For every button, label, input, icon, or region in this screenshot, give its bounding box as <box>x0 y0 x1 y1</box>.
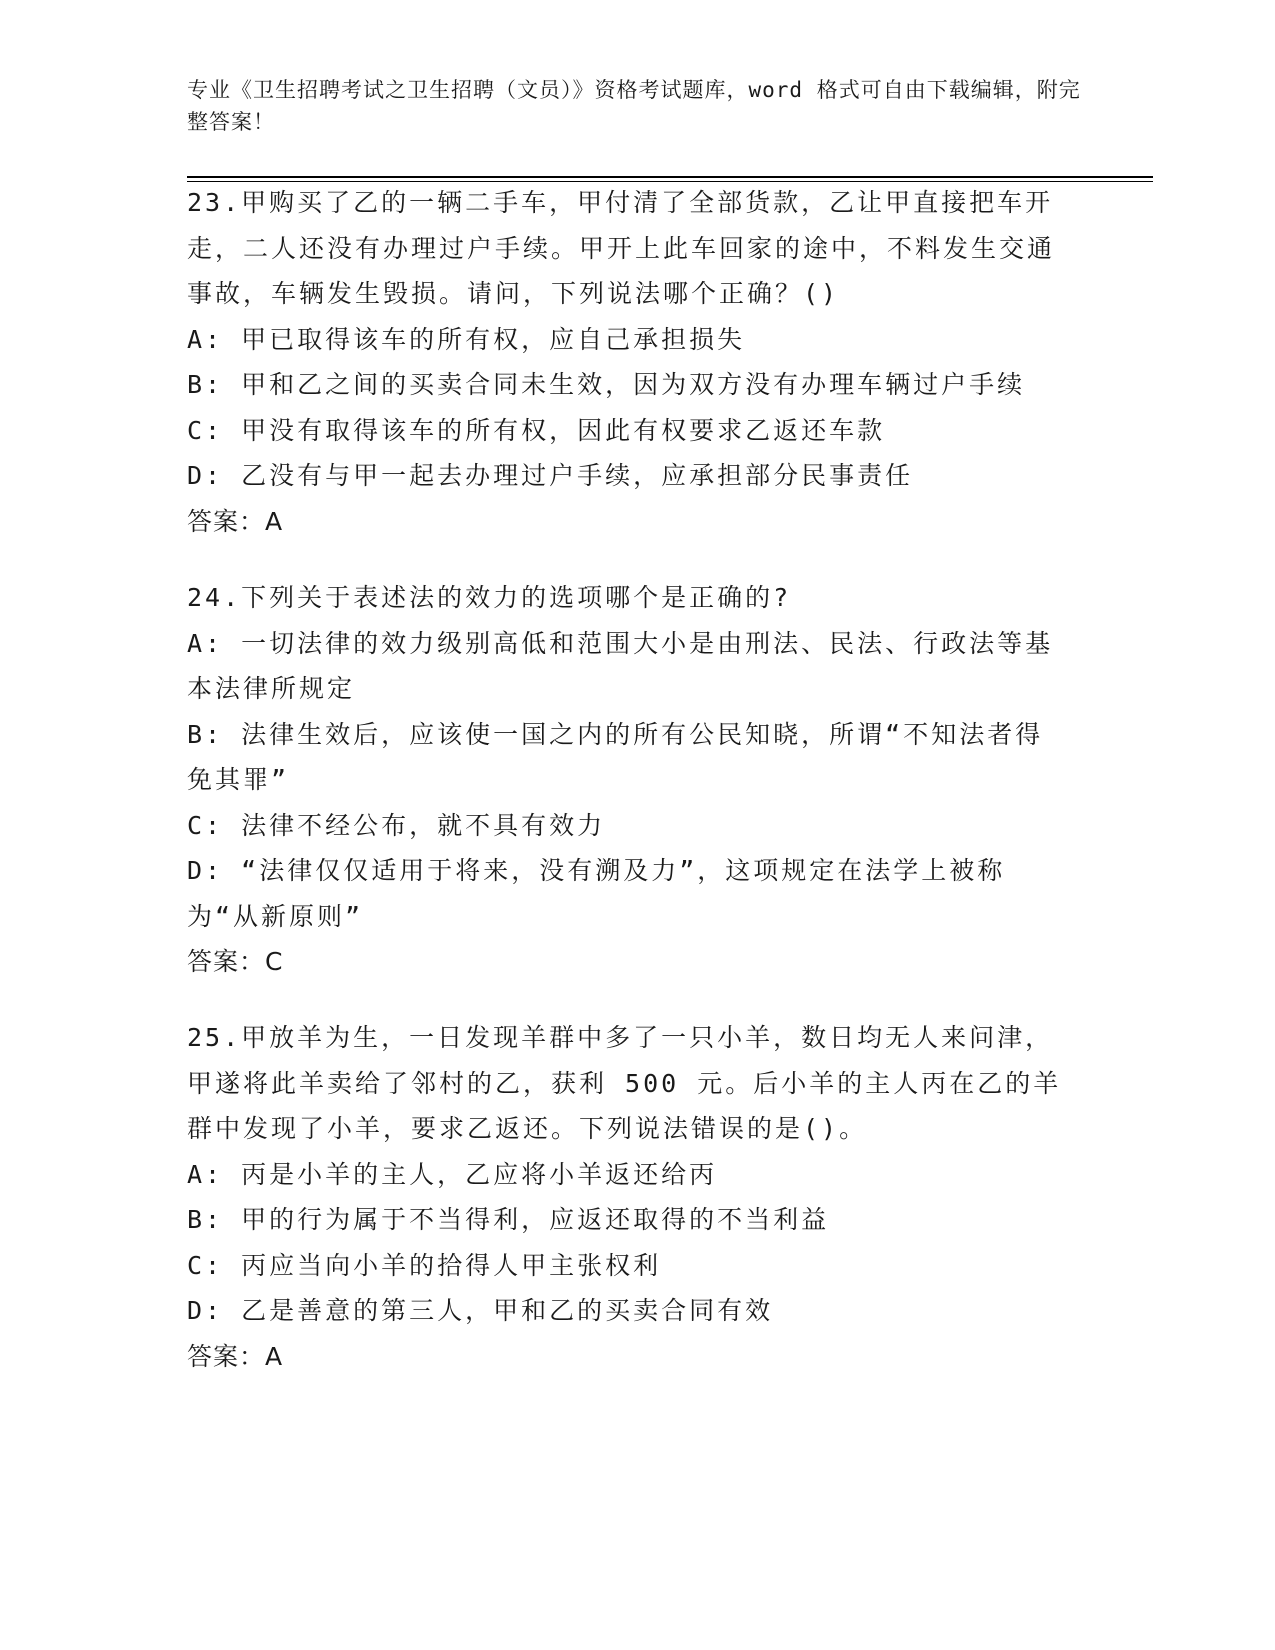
option-a: A: 甲已取得该车的所有权，应自己承担损失 <box>187 324 746 354</box>
option-a: A: 一切法律的效力级别高低和范围大小是由刑法、民法、行政法等基本法律所规定 <box>187 628 1054 703</box>
option-d: D: 乙没有与甲一起去办理过户手续，应承担部分民事责任 <box>187 461 914 490</box>
header-intro-text: 专业《卫生招聘考试之卫生招聘（文员）》资格考试题库，word 格式可自由下载编辑，附完整答案！ <box>187 78 1081 134</box>
option-d: D: “法律仅仅适用于将来，没有溯及力”，这项规定在法学上被称为“从新原则” <box>187 856 1006 931</box>
question-25 <box>187 1015 1067 1379</box>
question-23 <box>187 180 1067 544</box>
answer: 答案：C <box>187 947 284 976</box>
option-b: B: 甲和乙之间的买卖合同未生效，因为双方没有办理车辆过户手续 <box>187 370 1026 399</box>
option-d: D: 乙是善意的第三人，甲和乙的买卖合同有效 <box>187 1296 774 1325</box>
option-c: C: 法律不经公布，就不具有效力 <box>187 810 606 840</box>
option-c: C: 丙应当向小羊的拾得人甲主张权利 <box>187 1250 662 1280</box>
question-stem: 24.下列关于表述法的效力的选项哪个是正确的? <box>187 583 792 612</box>
document-header <box>187 74 1087 138</box>
answer: 答案：A <box>187 1341 284 1371</box>
answer: 答案：A <box>187 506 284 536</box>
question-stem: 25.甲放羊为生，一日发现羊群中多了一只小羊，数日均无人来问津，甲遂将此羊卖给了邻村的乙，获利 500 元。后小羊的主人丙在乙的羊群中发现了小羊，要求乙返还。下列说法错误的是()。 <box>187 1023 1062 1143</box>
option-b: B: 法律生效后，应该使一国之内的所有公民知晓，所谓“不知法者得免其罪” <box>187 719 1044 794</box>
option-b: B: 甲的行为属于不当得利，应返还取得的不当利益 <box>187 1205 830 1234</box>
question-stem: 23.甲购买了乙的一辆二手车，甲付清了全部货款，乙让甲直接把车开走，二人还没有办理过户手续。甲开上此车回家的途中，不料发生交通事故，车辆发生毁损。请问，下列说法哪个正确？() <box>187 188 1056 308</box>
header-divider-thick <box>187 176 1153 178</box>
option-a: A: 丙是小羊的主人，乙应将小羊返还给丙 <box>187 1159 718 1189</box>
option-c: C: 甲没有取得该车的所有权，因此有权要求乙返还车款 <box>187 415 886 445</box>
question-24 <box>187 575 1067 985</box>
